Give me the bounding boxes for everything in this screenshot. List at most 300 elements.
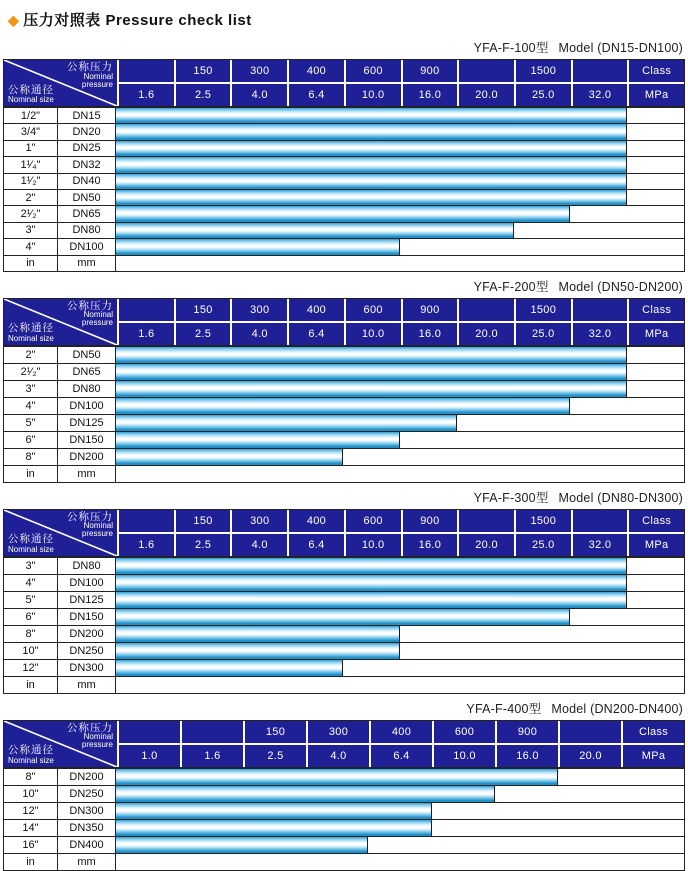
pressure-bar [116,190,627,205]
mpa-header-cell: 20.0 [459,84,514,106]
class-header-row [119,510,684,532]
pressure-table [3,509,685,694]
class-header-cell: Class [623,721,684,743]
row-size-cell: 4" [4,398,58,414]
mpa-header-cell: 6.4 [289,534,344,556]
row-dn-cell: DN200 [58,769,116,785]
mpa-header-cell: 4.0 [232,84,287,106]
table-row [4,591,684,608]
mpa-header-cell: 10.0 [434,745,495,767]
nominal-pressure-en1: Nominal [83,310,113,320]
mpa-header-cell: 32.0 [573,84,628,106]
row-size-cell: 6" [4,609,58,625]
table-row [4,625,684,642]
model-label: YFA-F-200型 [473,279,549,294]
mpa-header-cell: 6.4 [289,323,344,345]
page-header [0,0,688,33]
table-row [4,642,684,659]
nominal-size-zh: 公称通径 [8,83,54,96]
model-range-label: Model (DN200-DN400) [551,701,683,716]
table-row [4,380,684,397]
mpa-header-cell: 1.6 [119,323,174,345]
nominal-pressure-en1: Nominal [83,521,113,531]
row-size-cell: 8" [4,769,58,785]
row-size-cell: 2¹⁄₂" [4,206,58,221]
mpa-header-cell: 20.0 [459,323,514,345]
row-dn-cell: DN300 [58,660,116,676]
class-header-cell: 150 [176,510,231,532]
bar-cell [116,626,684,642]
pressure-bar [116,558,627,574]
class-header-cell [459,510,514,532]
corner-cell [4,299,117,345]
row-size-cell: 3" [4,223,58,238]
model-range-label: Model (DN80-DN300) [558,490,683,505]
class-header-cell [119,299,174,321]
mpa-header-cell: 6.4 [371,745,432,767]
mpa-header-cell: MPa [623,745,684,767]
bar-cell [116,223,684,238]
table-row [4,802,684,819]
pressure-bar [116,643,400,659]
row-size-cell: 1¹⁄₄" [4,157,58,172]
nominal-size-en: Nominal size [8,95,54,104]
model-label: YFA-F-400型 [466,701,542,716]
table-header [4,721,684,768]
bar-cell [116,381,684,397]
table-row [4,574,684,591]
row-dn-cell: DN125 [58,415,116,431]
class-header-cell [459,299,514,321]
bar-cell [116,575,684,591]
row-dn-cell: DN400 [58,837,116,853]
mpa-header-cell: 4.0 [308,745,369,767]
row-size-cell: 1¹⁄₂" [4,174,58,189]
pressure-bar [116,108,627,123]
mpa-header-cell: 2.5 [245,745,306,767]
mpa-header-cell: 4.0 [232,534,287,556]
row-size-cell: 8" [4,626,58,642]
bar-cell [116,558,684,574]
mpa-header-cell: 20.0 [560,745,621,767]
nominal-size-zh: 公称通径 [8,322,54,335]
class-header-cell [459,60,514,82]
unit-dn-cell: mm [58,677,116,693]
unit-dn-cell: mm [58,256,116,271]
header-columns [119,510,684,556]
pressure-table-block-4 [0,694,688,871]
pressure-bar [116,432,400,448]
row-size-cell: 4" [4,575,58,591]
unit-size-cell: in [4,854,58,870]
nominal-size-label [8,745,54,765]
table-row [4,557,684,574]
nominal-size-label [8,85,54,105]
row-size-cell: 1" [4,141,58,156]
bar-cell [116,592,684,608]
pressure-bar [116,347,627,363]
class-header-cell [182,721,243,743]
row-dn-cell: DN350 [58,820,116,836]
class-header-cell: 300 [308,721,369,743]
class-header-cell: 1500 [516,60,571,82]
mpa-header-row [119,323,684,345]
row-dn-cell: DN50 [58,190,116,205]
mpa-header-cell: 32.0 [573,323,628,345]
table-subtitle [0,694,688,720]
unit-dn-cell: mm [58,854,116,870]
row-dn-cell: DN25 [58,141,116,156]
row-dn-cell: DN100 [58,239,116,254]
mpa-header-cell: 1.6 [119,84,174,106]
bar-cell [116,398,684,414]
class-header-cell: 900 [403,60,458,82]
nominal-pressure-label [67,723,113,750]
class-header-cell: 150 [176,60,231,82]
row-size-cell: 10" [4,643,58,659]
row-size-cell: 3" [4,381,58,397]
mpa-header-cell: 10.0 [346,323,401,345]
class-header-cell: 600 [346,299,401,321]
class-header-cell [573,510,628,532]
page-title-en: Pressure check list [105,12,252,29]
mpa-header-cell: 4.0 [232,323,287,345]
row-size-cell: 14" [4,820,58,836]
class-header-cell: 150 [176,299,231,321]
class-header-cell: 300 [232,60,287,82]
table-row [4,156,684,172]
bar-cell [116,174,684,189]
class-header-cell: 900 [403,510,458,532]
mpa-header-row [119,84,684,106]
unit-row [4,465,684,482]
class-header-cell: 1500 [516,510,571,532]
class-header-row [119,299,684,321]
pressure-table-block-1 [0,33,688,272]
corner-cell [4,721,117,767]
bar-cell [116,609,684,625]
unit-row [4,676,684,693]
bar-cell [116,239,684,254]
table-row [4,107,684,123]
header-columns [119,721,684,767]
pressure-bar [116,660,343,676]
row-size-cell: 5" [4,592,58,608]
class-header-cell [119,60,174,82]
class-header-cell [119,510,174,532]
row-size-cell: 2" [4,347,58,363]
mpa-header-cell: 2.5 [176,323,231,345]
row-size-cell: 3/4" [4,124,58,139]
bar-cell [116,415,684,431]
bar-cell [116,786,684,802]
class-header-row [119,721,684,743]
mpa-header-cell: MPa [629,84,684,106]
diamond-icon: ◆ [8,12,20,28]
mpa-header-cell: 6.4 [289,84,344,106]
table-row [4,768,684,785]
mpa-header-cell: 16.0 [403,84,458,106]
bar-cell [116,364,684,380]
row-dn-cell: DN50 [58,347,116,363]
bar-cell [116,820,684,836]
class-header-cell: 900 [403,299,458,321]
mpa-header-cell: 16.0 [497,745,558,767]
nominal-size-zh: 公称通径 [8,533,54,546]
bar-cell [116,347,684,363]
table-row [4,123,684,139]
pressure-table [3,720,685,871]
class-header-cell [560,721,621,743]
mpa-header-cell: 16.0 [403,534,458,556]
row-dn-cell: DN20 [58,124,116,139]
mpa-header-cell: 25.0 [516,323,571,345]
table-subtitle [0,272,688,298]
bar-cell [116,449,684,465]
mpa-header-cell: 25.0 [516,84,571,106]
class-header-cell: 600 [346,510,401,532]
pressure-table [3,59,685,272]
class-header-cell: 900 [497,721,558,743]
bar-cell [116,837,684,853]
row-dn-cell: DN100 [58,398,116,414]
class-header-cell: 400 [289,60,344,82]
class-header-cell: 150 [245,721,306,743]
class-header-cell: 400 [289,299,344,321]
nominal-pressure-label [67,62,113,89]
row-size-cell: 8" [4,449,58,465]
pressure-bar [116,592,627,608]
bar-cell [116,803,684,819]
pressure-table [3,298,685,483]
row-dn-cell: DN80 [58,223,116,238]
table-row [4,397,684,414]
unit-row [4,255,684,271]
pressure-table-block-3 [0,483,688,694]
pressure-bar [116,174,627,189]
mpa-header-cell: 10.0 [346,534,401,556]
pressure-bar [116,206,570,221]
bar-cell [116,141,684,156]
bar-cell [116,432,684,448]
model-label: YFA-F-100型 [473,41,549,55]
nominal-pressure-en1: Nominal [83,732,113,742]
class-header-row [119,60,684,82]
table-row [4,222,684,238]
mpa-header-cell: 20.0 [459,534,514,556]
table-header [4,60,684,107]
table-row [4,140,684,156]
class-header-cell: 400 [289,510,344,532]
pressure-bar [116,575,627,591]
pressure-bar [116,223,514,238]
mpa-header-cell: 16.0 [403,323,458,345]
table-row [4,785,684,802]
bar-cell [116,206,684,221]
row-dn-cell: DN300 [58,803,116,819]
class-header-cell: 400 [371,721,432,743]
unit-empty-cell [116,466,684,482]
class-header-cell: 600 [434,721,495,743]
row-dn-cell: DN32 [58,157,116,172]
row-size-cell: 2" [4,190,58,205]
pressure-bar [116,803,432,819]
table-row [4,189,684,205]
pressure-bar [116,786,495,802]
table-row [4,836,684,853]
mpa-header-cell: 1.0 [119,745,180,767]
pressure-bar [116,626,400,642]
row-size-cell: 1/2" [4,108,58,123]
table-row [4,608,684,625]
pressure-bar [116,398,570,414]
mpa-header-cell: 1.6 [119,534,174,556]
row-dn-cell: DN80 [58,558,116,574]
class-header-cell [573,299,628,321]
pressure-bar [116,449,343,465]
bar-cell [116,157,684,172]
mpa-header-cell: 2.5 [176,84,231,106]
table-row [4,238,684,254]
bar-cell [116,190,684,205]
row-dn-cell: DN15 [58,108,116,123]
model-label: YFA-F-300型 [473,490,549,505]
row-dn-cell: DN200 [58,449,116,465]
nominal-pressure-en2: pressure [81,740,113,750]
nominal-pressure-en2: pressure [81,79,113,89]
pressure-bar [116,415,457,431]
row-dn-cell: DN200 [58,626,116,642]
pressure-table-block-2 [0,272,688,483]
table-row [4,431,684,448]
pressure-bar [116,609,570,625]
corner-cell [4,60,117,106]
mpa-header-cell: 10.0 [346,84,401,106]
nominal-pressure-en1: Nominal [83,71,113,81]
row-dn-cell: DN125 [58,592,116,608]
unit-empty-cell [116,854,684,870]
mpa-header-cell: MPa [629,534,684,556]
row-dn-cell: DN80 [58,381,116,397]
table-row [4,414,684,431]
row-size-cell: 10" [4,786,58,802]
page-title [8,9,252,30]
pressure-bar [116,141,627,156]
mpa-header-row [119,534,684,556]
nominal-pressure-en2: pressure [81,318,113,328]
table-row [4,448,684,465]
class-header-cell: Class [629,60,684,82]
nominal-pressure-zh: 公称压力 [67,299,113,312]
nominal-pressure-zh: 公称压力 [67,61,113,73]
pressure-bar [116,157,627,172]
pressure-bar [116,381,627,397]
class-header-cell: Class [629,510,684,532]
pressure-bar [116,837,368,853]
nominal-pressure-zh: 公称压力 [67,721,113,734]
class-header-cell: 1500 [516,299,571,321]
model-range-label: Model (DN15-DN100) [558,41,683,55]
row-size-cell: 16" [4,837,58,853]
header-columns [119,60,684,106]
row-dn-cell: DN65 [58,364,116,380]
nominal-pressure-label [67,301,113,328]
pressure-tables-container [0,33,688,871]
nominal-size-label [8,534,54,554]
nominal-size-en: Nominal size [8,755,54,765]
pressure-bar [116,124,627,139]
unit-empty-cell [116,256,684,271]
nominal-size-en: Nominal size [8,333,54,343]
pressure-bar [116,239,400,254]
nominal-pressure-label [67,512,113,539]
table-row [4,205,684,221]
table-row [4,819,684,836]
table-header [4,510,684,557]
nominal-pressure-en2: pressure [81,529,113,539]
pressure-bar [116,364,627,380]
mpa-header-cell: 2.5 [176,534,231,556]
nominal-size-zh: 公称通径 [8,744,54,757]
row-size-cell: 12" [4,660,58,676]
table-row [4,659,684,676]
unit-empty-cell [116,677,684,693]
bar-cell [116,769,684,785]
pressure-bar [116,820,432,836]
table-row [4,363,684,380]
row-size-cell: 12" [4,803,58,819]
mpa-header-cell: 32.0 [573,534,628,556]
mpa-header-cell: 1.6 [182,745,243,767]
row-size-cell: 2¹⁄₂" [4,364,58,380]
class-header-cell: 300 [232,299,287,321]
row-dn-cell: DN150 [58,432,116,448]
row-dn-cell: DN65 [58,206,116,221]
unit-size-cell: in [4,256,58,271]
class-header-cell: 300 [232,510,287,532]
row-size-cell: 3" [4,558,58,574]
row-dn-cell: DN100 [58,575,116,591]
row-dn-cell: DN250 [58,643,116,659]
bar-cell [116,643,684,659]
unit-size-cell: in [4,466,58,482]
row-size-cell: 4" [4,239,58,254]
nominal-size-label [8,323,54,343]
unit-row [4,853,684,870]
unit-dn-cell: mm [58,466,116,482]
bar-cell [116,660,684,676]
header-columns [119,299,684,345]
class-header-cell [573,60,628,82]
corner-cell [4,510,117,556]
table-subtitle [0,33,688,59]
mpa-header-row [119,745,684,767]
table-row [4,173,684,189]
mpa-header-cell: 25.0 [516,534,571,556]
table-subtitle [0,483,688,509]
row-dn-cell: DN150 [58,609,116,625]
row-size-cell: 6" [4,432,58,448]
row-dn-cell: DN40 [58,174,116,189]
unit-size-cell: in [4,677,58,693]
row-size-cell: 5" [4,415,58,431]
class-header-cell: 600 [346,60,401,82]
nominal-size-en: Nominal size [8,544,54,554]
page-title-zh: 压力对照表 [23,12,101,29]
table-header [4,299,684,346]
bar-cell [116,124,684,139]
pressure-bar [116,769,558,785]
